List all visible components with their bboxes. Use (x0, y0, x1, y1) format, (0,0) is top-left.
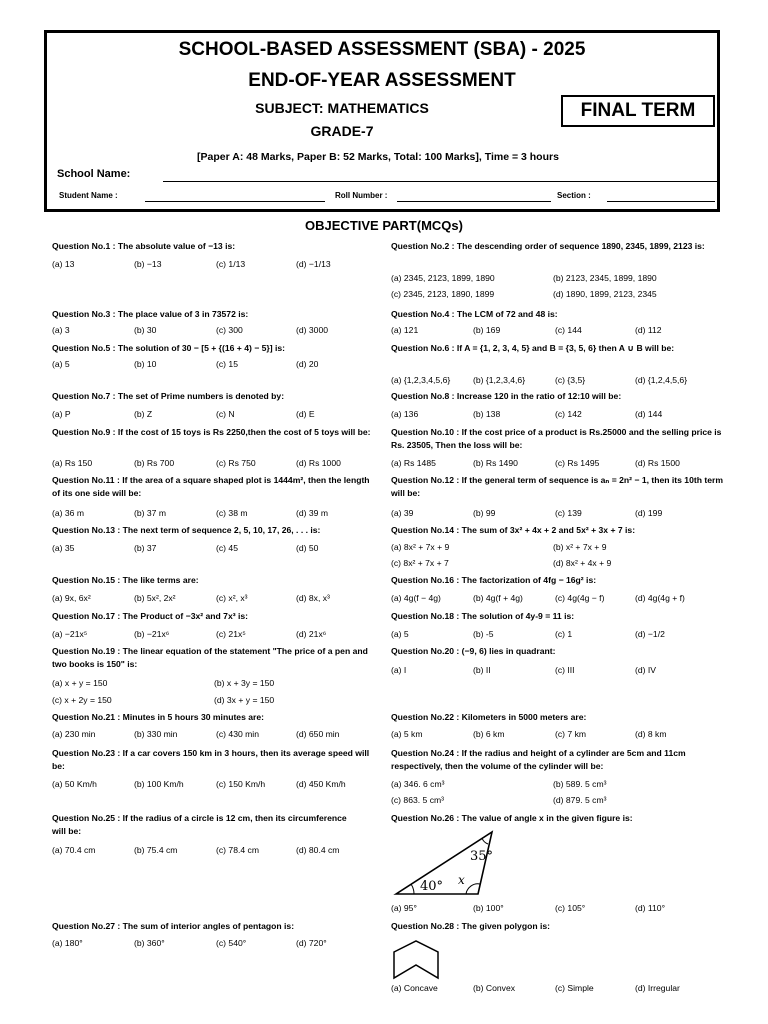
question-10-option-c[interactable]: (c) Rs 1495 (555, 458, 600, 468)
question-11-option-b[interactable]: (b) 37 m (134, 508, 166, 518)
question-5-option-c[interactable]: (c) 15 (216, 359, 238, 369)
question-6-option-c[interactable]: (c) {3,5} (555, 375, 586, 385)
question-14-option-b[interactable]: (b) x² + 7x + 9 (553, 542, 607, 552)
question-15-option-b[interactable]: (b) 5x², 2x² (134, 593, 176, 603)
question-1-option-d[interactable]: (d) −1/13 (296, 259, 331, 269)
question-26-option-b[interactable]: (b) 100° (473, 903, 504, 913)
question-23-option-c[interactable]: (c) 150 Km/h (216, 779, 266, 789)
student-name-line[interactable] (145, 201, 325, 202)
question-27-option-c[interactable]: (c) 540° (216, 938, 247, 948)
section-label: Section : (557, 191, 591, 200)
question-1-option-c[interactable]: (c) 1/13 (216, 259, 246, 269)
question-21-option-c[interactable]: (c) 430 min (216, 729, 259, 739)
question-20-option-b[interactable]: (b) II (473, 665, 491, 675)
question-17-option-d[interactable]: (d) 21x⁶ (296, 629, 327, 639)
question-28-option-d[interactable]: (d) Irregular (635, 983, 680, 993)
question-7: Question No.7 : The set of Prime numbers is denoted by: (52, 391, 285, 401)
question-26-option-c[interactable]: (c) 105° (555, 903, 586, 913)
question-10-option-d[interactable]: (d) Rs 1500 (635, 458, 680, 468)
question-10-option-b[interactable]: (b) Rs 1490 (473, 458, 518, 468)
question-1-option-a[interactable]: (a) 13 (52, 259, 75, 269)
question-17-option-b[interactable]: (b) −21x⁶ (134, 629, 170, 639)
question-25: Question No.25 : If the radius of a circle is 12 cm, then its circumference will be: (52, 813, 347, 836)
question-2: Question No.2 : The descending order of sequence 1890, 2345, 1899, 2123 is: (391, 241, 705, 251)
objective-part-title: OBJECTIVE PART(MCQs) (305, 218, 463, 233)
question-16-option-b[interactable]: (b) 4g(f + 4g) (473, 593, 523, 603)
question-2-option-a[interactable]: (a) 2345, 2123, 1899, 1890 (391, 273, 495, 283)
question-24-option-d[interactable]: (d) 879. 5 cm³ (553, 795, 607, 805)
subject: SUBJECT: MATHEMATICS (255, 100, 429, 116)
question-11-option-c[interactable]: (c) 38 m (216, 508, 248, 518)
question-22-option-c[interactable]: (c) 7 km (555, 729, 587, 739)
question-27-option-a[interactable]: (a) 180° (52, 938, 83, 948)
question-27-option-d[interactable]: (d) 720° (296, 938, 327, 948)
question-7-option-a[interactable]: (a) P (52, 409, 71, 419)
question-4-option-d[interactable]: (d) 112 (635, 325, 662, 335)
question-3: Question No.3 : The place value of 3 in 73572 is: (52, 309, 249, 319)
question-24-option-c[interactable]: (c) 863. 5 cm³ (391, 795, 445, 805)
question-4-option-a[interactable]: (a) 121 (391, 325, 419, 335)
question-8-option-d[interactable]: (d) 144 (635, 409, 663, 419)
question-13-option-a[interactable]: (a) 35 (52, 543, 75, 553)
question-21: Question No.21 : Minutes in 5 hours 30 minutes are: (52, 712, 265, 722)
angle-arc-35 (482, 838, 488, 844)
question-6-option-b[interactable]: (b) {1,2,3,4,6} (473, 375, 526, 385)
question-15-option-d[interactable]: (d) 8x, x³ (296, 593, 330, 603)
question-14-option-a[interactable]: (a) 8x² + 7x + 9 (391, 542, 450, 552)
question-14-option-d[interactable]: (d) 8x² + 4x + 9 (553, 558, 612, 568)
question-3-option-b[interactable]: (b) 30 (134, 325, 157, 335)
question-19-option-b[interactable]: (b) x + 3y = 150 (214, 678, 275, 688)
roll-number-line[interactable] (397, 201, 551, 202)
question-12: Question No.12 : If the general term of sequence is aₙ = 2n² − 1, then its 10th term will be: (391, 475, 723, 498)
question-18-option-d[interactable]: (d) −1/2 (635, 629, 665, 639)
question-6: Question No.6 : If A = {1, 2, 3, 4, 5} and B = {3, 5, 6} then A ∪ B will be: (391, 343, 675, 353)
question-22: Question No.22 : Kilometers in 5000 meters are: (391, 712, 587, 722)
question-3-option-a[interactable]: (a) 3 (52, 325, 70, 335)
question-19-option-d[interactable]: (d) 3x + y = 150 (214, 695, 275, 705)
question-18-option-a[interactable]: (a) 5 (391, 629, 409, 639)
question-8-option-a[interactable]: (a) 136 (391, 409, 419, 419)
question-13: Question No.13 : The next term of sequence 2, 5, 10, 17, 26, . . . is: (52, 525, 321, 535)
student-name-label: Student Name : (59, 191, 118, 200)
question-3-option-c[interactable]: (c) 300 (216, 325, 243, 335)
question-18: Question No.18 : The solution of 4y-9 = 11 is: (391, 611, 575, 621)
angle-label-40: 40° (420, 879, 444, 894)
question-5-option-d[interactable]: (d) 20 (296, 359, 319, 369)
question-23-option-b[interactable]: (b) 100 Km/h (134, 779, 184, 789)
final-term-box: FINAL TERM (561, 95, 715, 127)
question-23: Question No.23 : If a car covers 150 km in 3 hours, then its average speed will be: (52, 748, 370, 771)
question-12-option-b[interactable]: (b) 99 (473, 508, 496, 518)
question-23-option-a[interactable]: (a) 50 Km/h (52, 779, 97, 789)
question-23-option-d[interactable]: (d) 450 Km/h (296, 779, 346, 789)
question-7-option-b[interactable]: (b) Z (134, 409, 153, 419)
question-13-option-b[interactable]: (b) 37 (134, 543, 157, 553)
question-15: Question No.15 : The like terms are: (52, 575, 199, 585)
question-24: Question No.24 : If the radius and height of a cylinder are 5cm and 11cm respectively, then the volume of the cylinder will be: (391, 748, 686, 771)
question-18-option-b[interactable]: (b) -5 (473, 629, 494, 639)
grade: GRADE-7 (310, 123, 374, 139)
question-15-option-c[interactable]: (c) x², x³ (216, 593, 248, 603)
question-25-option-c[interactable]: (c) 78.4 cm (216, 845, 259, 855)
question-24-option-b[interactable]: (b) 589. 5 cm³ (553, 779, 607, 789)
question-9-option-b[interactable]: (b) Rs 700 (134, 458, 175, 468)
question-19-option-c[interactable]: (c) x + 2y = 150 (52, 695, 112, 705)
question-1-option-b[interactable]: (b) −13 (134, 259, 162, 269)
question-22-option-d[interactable]: (d) 8 km (635, 729, 667, 739)
title-end-of-year: END-OF-YEAR ASSESSMENT (248, 70, 516, 91)
question-2-option-d[interactable]: (d) 1890, 1899, 2123, 2345 (553, 289, 657, 299)
question-9-option-c[interactable]: (c) Rs 750 (216, 458, 256, 468)
question-18-option-c[interactable]: (c) 1 (555, 629, 573, 639)
question-25-option-a[interactable]: (a) 70.4 cm (52, 845, 96, 855)
question-12-option-a[interactable]: (a) 39 (391, 508, 414, 518)
question-6-option-a[interactable]: (a) {1,2,3,4,5,6} (391, 375, 451, 385)
question-17-option-c[interactable]: (c) 21x⁵ (216, 629, 246, 639)
question-27: Question No.27 : The sum of interior angles of pentagon is: (52, 921, 295, 931)
question-2-option-c[interactable]: (c) 2345, 2123, 1890, 1899 (391, 289, 495, 299)
question-14: Question No.14 : The sum of 3x² + 4x + 2 and 5x² + 3x + 7 is: (391, 525, 636, 535)
question-14-option-c[interactable]: (c) 8x² + 7x + 7 (391, 558, 449, 568)
question-21-option-a[interactable]: (a) 230 min (52, 729, 96, 739)
angle-label-x: x (458, 873, 465, 887)
question-13-option-c[interactable]: (c) 45 (216, 543, 238, 553)
roll-number-label: Roll Number : (335, 191, 388, 200)
title-sba: SCHOOL-BASED ASSESSMENT (SBA) - 2025 (178, 39, 586, 60)
question-16-option-a[interactable]: (a) 4g(f − 4g) (391, 593, 441, 603)
question-3-option-d[interactable]: (d) 3000 (296, 325, 329, 335)
triangle-figure (392, 826, 504, 898)
angle-arc-40 (411, 884, 414, 894)
question-28-option-c[interactable]: (c) Simple (555, 983, 594, 993)
question-8-option-b[interactable]: (b) 138 (473, 409, 501, 419)
question-9: Question No.9 : If the cost of 15 toys is Rs 2250,then the cost of 5 toys will be: (52, 427, 371, 437)
question-17-option-a[interactable]: (a) −21x⁵ (52, 629, 88, 639)
question-6-option-d[interactable]: (d) {1,2,4,5,6} (635, 375, 688, 385)
question-21-option-b[interactable]: (b) 330 min (134, 729, 178, 739)
question-10-option-a[interactable]: (a) Rs 1485 (391, 458, 436, 468)
concave-polygon-shape (394, 941, 438, 978)
question-7-option-c[interactable]: (c) N (216, 409, 235, 419)
question-12-option-c[interactable]: (c) 139 (555, 508, 582, 518)
question-5-option-a[interactable]: (a) 5 (52, 359, 70, 369)
question-10: Question No.10 : If the cost price of a product is Rs.25000 and the selling price is Rs. 23505, Then the loss will be: (391, 427, 722, 450)
question-15-option-a[interactable]: (a) 9x, 6x² (52, 593, 91, 603)
question-8: Question No.8 : Increase 120 in the ratio of 12:10 will be: (391, 391, 622, 401)
question-26-option-a[interactable]: (a) 95° (391, 903, 417, 913)
question-7-option-d[interactable]: (d) E (296, 409, 315, 419)
question-20-option-c[interactable]: (c) III (555, 665, 575, 675)
question-22-option-b[interactable]: (b) 6 km (473, 729, 505, 739)
section-line[interactable] (607, 201, 715, 202)
question-16: Question No.16 : The factorization of 4fg − 16g² is: (391, 575, 597, 585)
question-16-option-c[interactable]: (c) 4g(4g − f) (555, 593, 605, 603)
question-28-option-a[interactable]: (a) Concave (391, 983, 438, 993)
question-8-option-c[interactable]: (c) 142 (555, 409, 582, 419)
question-17: Question No.17 : The Product of −3x² and 7x³ is: (52, 611, 249, 621)
question-4: Question No.4 : The LCM of 72 and 48 is: (391, 309, 558, 319)
question-4-option-c[interactable]: (c) 144 (555, 325, 582, 335)
question-28: Question No.28 : The given polygon is: (391, 921, 550, 931)
question-9-option-d[interactable]: (d) Rs 1000 (296, 458, 341, 468)
question-26-option-d[interactable]: (d) 110° (635, 903, 666, 913)
question-20-option-d[interactable]: (d) IV (635, 665, 657, 675)
question-13-option-d[interactable]: (d) 50 (296, 543, 319, 553)
header-box (44, 30, 720, 212)
angle-label-35: 35° (470, 849, 494, 864)
question-16-option-d[interactable]: (d) 4g(4g + f) (635, 593, 685, 603)
question-5-option-b[interactable]: (b) 10 (134, 359, 157, 369)
polygon-figure (392, 938, 444, 980)
question-27-option-b[interactable]: (b) 360° (134, 938, 165, 948)
question-11-option-a[interactable]: (a) 36 m (52, 508, 84, 518)
question-2-option-b[interactable]: (b) 2123, 2345, 1899, 1890 (553, 273, 657, 283)
question-19: Question No.19 : The linear equation of the statement "The price of a pen and two books is 150" is: (52, 646, 368, 669)
question-4-option-b[interactable]: (b) 169 (473, 325, 501, 335)
question-11: Question No.11 : If the area of a square shaped plot is 1444m², then the length of its one side will be: (52, 475, 370, 498)
question-25-option-d[interactable]: (d) 80.4 cm (296, 845, 340, 855)
school-name-label: School Name: (57, 168, 131, 180)
question-12-option-d[interactable]: (d) 199 (635, 508, 663, 518)
question-19-option-a[interactable]: (a) x + y = 150 (52, 678, 108, 688)
question-21-option-d[interactable]: (d) 650 min (296, 729, 340, 739)
school-name-line[interactable] (163, 181, 719, 182)
question-1: Question No.1 : The absolute value of −13 is: (52, 241, 236, 251)
question-11-option-d[interactable]: (d) 39 m (296, 508, 328, 518)
question-26: Question No.26 : The value of angle x in the given figure is: (391, 813, 633, 823)
question-22-option-a[interactable]: (a) 5 km (391, 729, 423, 739)
question-20: Question No.20 : (−9, 6) lies in quadrant: (391, 646, 556, 656)
question-9-option-a[interactable]: (a) Rs 150 (52, 458, 93, 468)
question-28-option-b[interactable]: (b) Convex (473, 983, 516, 993)
marks-info: [Paper A: 48 Marks, Paper B: 52 Marks, Total: 100 Marks], Time = 3 hours (197, 151, 559, 163)
question-24-option-a[interactable]: (a) 346. 6 cm³ (391, 779, 445, 789)
question-5: Question No.5 : The solution of 30 − [5 + {(16 + 4) − 5}] is: (52, 343, 286, 353)
question-25-option-b[interactable]: (b) 75.4 cm (134, 845, 178, 855)
question-20-option-a[interactable]: (a) I (391, 665, 407, 675)
